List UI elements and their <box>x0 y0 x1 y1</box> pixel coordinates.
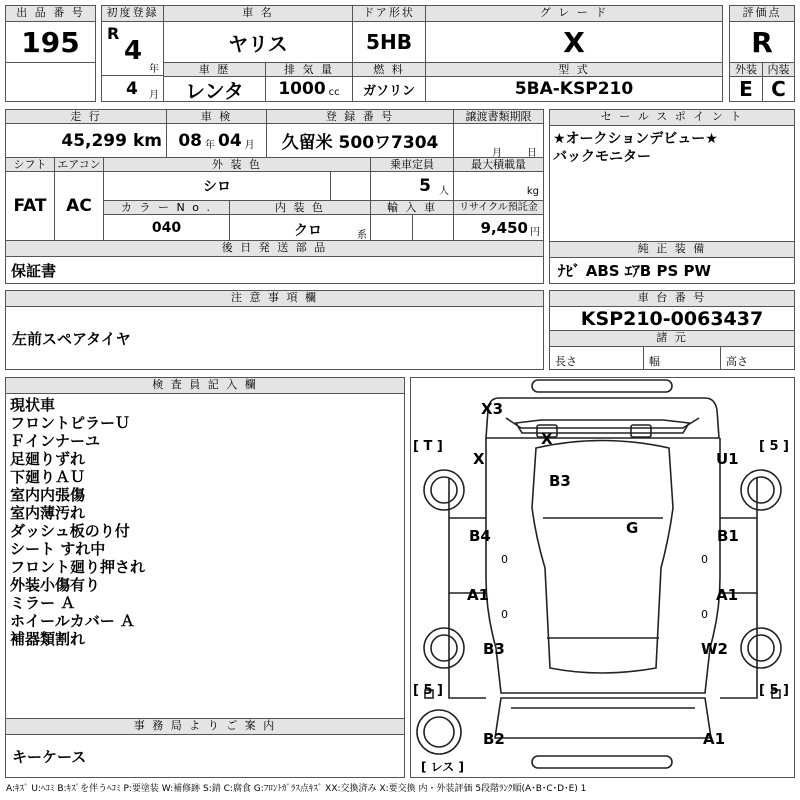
tread-front-left: [ T ] <box>413 439 443 454</box>
genuine-equip-value: ﾅﾋﾞ ABS ｴｱB PS PW <box>549 257 795 284</box>
damage-mark: X <box>473 450 485 468</box>
mileage-unit: km <box>132 130 162 151</box>
inspector-label: 検 査 員 記 入 欄 <box>5 377 405 394</box>
ext-color-value: シロ <box>103 171 331 201</box>
first-reg-year: 4 <box>124 36 143 66</box>
model-value: 5BA-KSP210 <box>425 76 723 102</box>
office-value: キーケース <box>5 734 405 778</box>
inspector-line: ミラー Ａ <box>10 594 76 612</box>
first-reg-month: 4 <box>126 79 138 99</box>
door-label: ドア形状 <box>352 5 426 22</box>
height-label: 高さ <box>726 355 748 368</box>
inspection-month-unit: 月 <box>244 140 255 151</box>
int-color-cell <box>229 214 371 241</box>
dims-length <box>549 346 644 370</box>
ext-label: 外装 <box>729 62 763 77</box>
spare-tire-label: [ レス ] <box>421 760 464 774</box>
grade-label: グ レ ー ド <box>425 5 723 22</box>
inspector-line: ホイールカバー Ａ <box>10 612 135 630</box>
tread-front-right: [ 5 ] <box>759 439 789 454</box>
inspector-line: 下廻りＡＵ <box>10 468 86 486</box>
damage-mark: G <box>626 519 639 537</box>
import-cell-a <box>370 214 413 241</box>
ac-label: エアコン <box>54 157 104 172</box>
score-value: R <box>729 21 795 63</box>
recycle-label: リサイクル預託金 <box>453 200 544 215</box>
inspector-line: ダッシュ板のり付 <box>10 522 130 540</box>
transfer-month-unit: 月 <box>492 148 502 158</box>
zero-mark: 0 <box>501 608 508 621</box>
inspector-line: 足廻りずれ <box>10 450 86 468</box>
inspector-line: Ｆインナーユ <box>10 432 101 450</box>
displacement-cell <box>265 76 353 102</box>
history-label: 車 歴 <box>163 62 266 77</box>
lot-label: 出 品 番 号 <box>5 5 96 22</box>
inspector-line: フロントピラーＵ <box>10 414 131 432</box>
int-value: C <box>762 76 795 102</box>
displacement-label: 排 気 量 <box>265 62 353 77</box>
int-color-unit: 系 <box>357 230 367 241</box>
genuine-equip-label: 純 正 装 備 <box>549 241 795 258</box>
office-label: 事 務 局 よ り ご 案 内 <box>5 718 405 735</box>
car-diagram <box>411 378 794 777</box>
length-label: 長さ <box>555 355 577 368</box>
recycle-value: 9,450 <box>480 218 528 237</box>
fuel-label: 燃 料 <box>352 62 426 77</box>
int-color-label: 内 装 色 <box>229 200 371 215</box>
ext-color-blank <box>330 171 371 201</box>
damage-mark: B1 <box>717 527 739 545</box>
inspection-year: 08 <box>178 130 202 151</box>
plate-value: 久留米 500ワ7304 <box>266 123 454 158</box>
year-unit: 年 <box>149 64 159 75</box>
shift-label: シフト <box>5 157 55 172</box>
ac-value: AC <box>54 171 104 241</box>
mileage-value: 45,299 <box>61 130 127 151</box>
dims-width <box>643 346 721 370</box>
color-no-label: カ ラ ー N o . <box>103 200 230 215</box>
later-parts-value: 保証書 <box>5 256 544 284</box>
grade-value: X <box>425 21 723 63</box>
month-unit: 月 <box>149 90 159 101</box>
shift-value: FAT <box>5 171 55 241</box>
recycle-unit: 円 <box>530 227 540 238</box>
damage-mark: B3 <box>483 640 505 658</box>
color-no-value: 040 <box>103 214 230 241</box>
damage-mark: A1 <box>716 586 739 604</box>
ext-value: E <box>729 76 763 102</box>
inspector-line: 補器類割れ <box>10 630 86 648</box>
first-reg-label: 初度登録 <box>101 5 164 22</box>
capacity-label: 乗車定員 <box>370 157 454 172</box>
int-label: 内装 <box>762 62 795 77</box>
tread-rear-left: [ 5 ] <box>413 683 443 698</box>
door-value: 5HB <box>352 21 426 63</box>
displacement-unit: cc <box>328 86 340 98</box>
car-diagram-box <box>410 377 795 778</box>
tread-rear-right: [ 5 ] <box>759 683 789 698</box>
first-reg-month-cell <box>101 75 164 102</box>
fuel-value: ガソリン <box>352 76 426 102</box>
capacity-unit: 人 <box>439 185 449 197</box>
inspector-line: 外装小傷有り <box>10 576 101 594</box>
damage-mark: W2 <box>701 640 728 658</box>
import-cell-b <box>412 214 454 241</box>
damage-mark: B3 <box>549 472 571 490</box>
sales-point-line: ★オークションデビュー★ <box>553 131 718 147</box>
capacity-cell <box>370 171 454 201</box>
ext-color-label: 外 装 色 <box>103 157 371 172</box>
damage-mark: X3 <box>481 400 504 418</box>
damage-mark: A1 <box>703 730 726 748</box>
car-name: ヤリス <box>163 21 353 63</box>
recycle-cell <box>453 214 544 241</box>
inspection-label: 車 検 <box>166 109 267 124</box>
sales-point-line: バックモニター <box>553 149 651 165</box>
sales-point-box <box>549 125 795 242</box>
inspector-line: 現状車 <box>10 396 56 414</box>
inspection-year-unit: 年 <box>205 140 215 151</box>
transfer-day-unit: 日 <box>527 148 537 158</box>
dims-height <box>720 346 795 370</box>
notes-value: 左前スペアタイヤ <box>5 306 544 370</box>
zero-mark: 0 <box>701 553 708 566</box>
lot-value: 195 <box>5 21 96 63</box>
chassis-label: 車 台 番 号 <box>549 290 795 307</box>
int-color-value: クロ <box>294 223 322 239</box>
inspector-line: シート すれ中 <box>10 540 106 558</box>
car-name-label: 車 名 <box>163 5 353 22</box>
displacement-value: 1000 <box>278 79 326 99</box>
inspector-line: フロント廻り押され <box>10 558 146 576</box>
width-label: 幅 <box>649 355 660 368</box>
notes-label: 注 意 事 項 欄 <box>5 290 544 307</box>
footer-legend: A:ｷｽﾞ U:ﾍｺﾐ B:ｷｽﾞを伴うﾍｺﾐ P:要塗装 W:補修跡 S:錆 C:腐食 G:ﾌﾛﾝﾄｶﾞﾗｽ点ｷｽﾞ XX:交換済み X:要交換 内・外装評価 5段階ﾗﾝｸ順(A･B･C･D･E) 1 <box>6 784 587 794</box>
zero-mark: 0 <box>701 608 708 621</box>
sales-point-label: セ ー ル ス ポ イ ン ト <box>549 109 795 126</box>
inspection-month: 04 <box>218 130 242 151</box>
zero-mark: 0 <box>501 553 508 566</box>
damage-mark: A1 <box>467 586 490 604</box>
load-unit: kg <box>526 186 539 197</box>
transfer-label: 譲渡書類期限 <box>453 109 544 124</box>
inspector-line: 室内内張傷 <box>10 486 86 504</box>
damage-mark: U1 <box>716 450 739 468</box>
load-label: 最大積載量 <box>453 157 544 172</box>
mileage-label: 走 行 <box>5 109 167 124</box>
damage-mark: X <box>541 430 553 448</box>
history-value: レンタ <box>163 76 266 102</box>
score-label: 評価点 <box>729 5 795 22</box>
lot-blank <box>5 62 96 102</box>
capacity-value: 5 <box>419 176 431 196</box>
chassis-value: KSP210-0063437 <box>549 306 795 331</box>
dims-label: 諸 元 <box>549 330 795 347</box>
model-label: 型 式 <box>425 62 723 77</box>
inspector-box <box>5 393 405 719</box>
damage-mark: B4 <box>469 527 491 545</box>
load-cell <box>453 171 544 201</box>
inspector-line: 室内薄汚れ <box>10 504 86 522</box>
mileage-cell <box>5 123 167 158</box>
transfer-cell <box>453 123 544 158</box>
era-letter: R <box>107 24 120 43</box>
first-reg-year-cell <box>101 21 164 76</box>
plate-label: 登 録 番 号 <box>266 109 454 124</box>
inspection-cell <box>166 123 267 158</box>
damage-mark: B2 <box>483 730 505 748</box>
import-label: 輸 入 車 <box>370 200 454 215</box>
later-parts-label: 後 日 発 送 部 品 <box>5 240 544 257</box>
